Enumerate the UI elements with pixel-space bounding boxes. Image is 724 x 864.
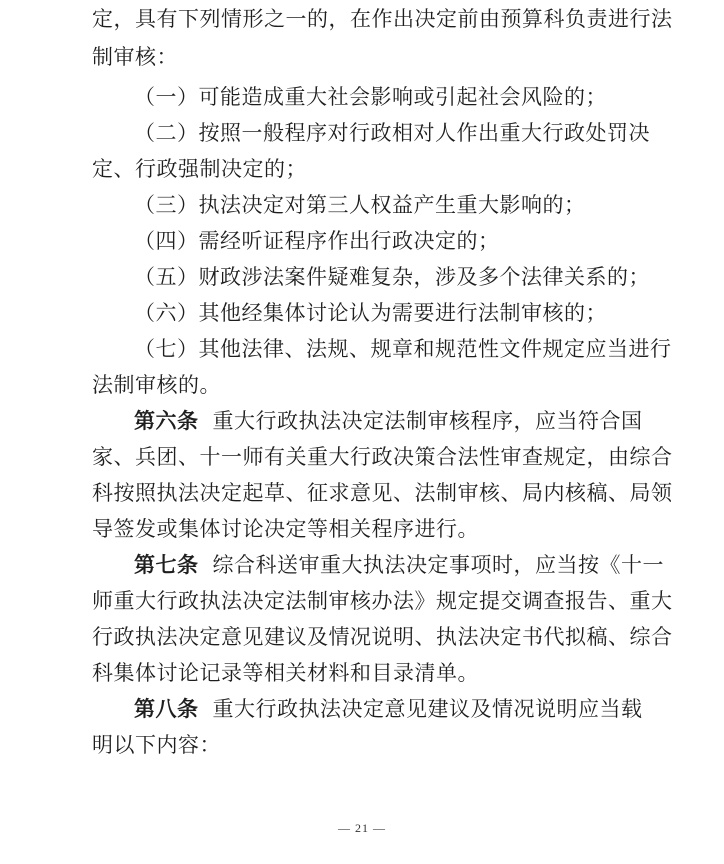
list-item: （二）按照一般程序对行政相对人作出重大行政处罚决 — [134, 121, 650, 145]
page-number: — 21 — — [338, 821, 386, 835]
paragraph-line: 定，具有下列情形之一的，在作出决定前由预算科负责进行法 — [92, 7, 673, 31]
list-item: （一）可能造成重大社会影响或引起社会风险的； — [134, 85, 607, 109]
paragraph-line: 科按照执法决定起草、征求意见、法制审核、局内核稿、局领 — [92, 481, 673, 505]
article-text: 重大行政执法决定意见建议及情况说明应当载 — [212, 697, 643, 721]
paragraph-line: 师重大行政执法决定法制审核办法》规定提交调查报告、重大 — [92, 589, 673, 613]
list-item: 法制审核的。 — [92, 373, 221, 397]
paragraph-line: 明以下内容： — [92, 733, 221, 757]
list-item: 定、行政强制决定的； — [92, 157, 307, 181]
article-heading: 第八条 — [134, 696, 199, 721]
article-heading: 第七条 — [134, 552, 199, 577]
list-item: （五）财政涉法案件疑难复杂，涉及多个法律关系的； — [134, 265, 650, 289]
list-item: （三）执法决定对第三人权益产生重大影响的； — [134, 193, 586, 217]
list-item: （四）需经听证程序作出行政决定的； — [134, 229, 500, 253]
list-item: （七）其他法律、法规、规章和规范性文件规定应当进行 — [134, 337, 672, 361]
paragraph-line: 家、兵团、十一师有关重大行政决策合法性审查规定，由综合 — [92, 445, 673, 469]
paragraph-line: 制审核： — [92, 45, 178, 69]
article-text: 重大行政执法决定法制审核程序，应当符合国 — [212, 409, 643, 433]
paragraph-line: 导签发或集体讨论决定等相关程序进行。 — [92, 517, 479, 541]
article-heading: 第六条 — [134, 408, 199, 433]
paragraph-line: 科集体讨论记录等相关材料和目录清单。 — [92, 661, 479, 685]
article-8-first-line — [134, 694, 643, 724]
paragraph-line: 行政执法决定意见建议及情况说明、执法决定书代拟稿、综合 — [92, 625, 673, 649]
article-text: 综合科送审重大执法决定事项时，应当按《十一 — [212, 553, 664, 577]
article-7-first-line — [134, 550, 664, 580]
article-6-first-line — [134, 406, 643, 436]
list-item: （六）其他经集体讨论认为需要进行法制审核的； — [134, 301, 607, 325]
